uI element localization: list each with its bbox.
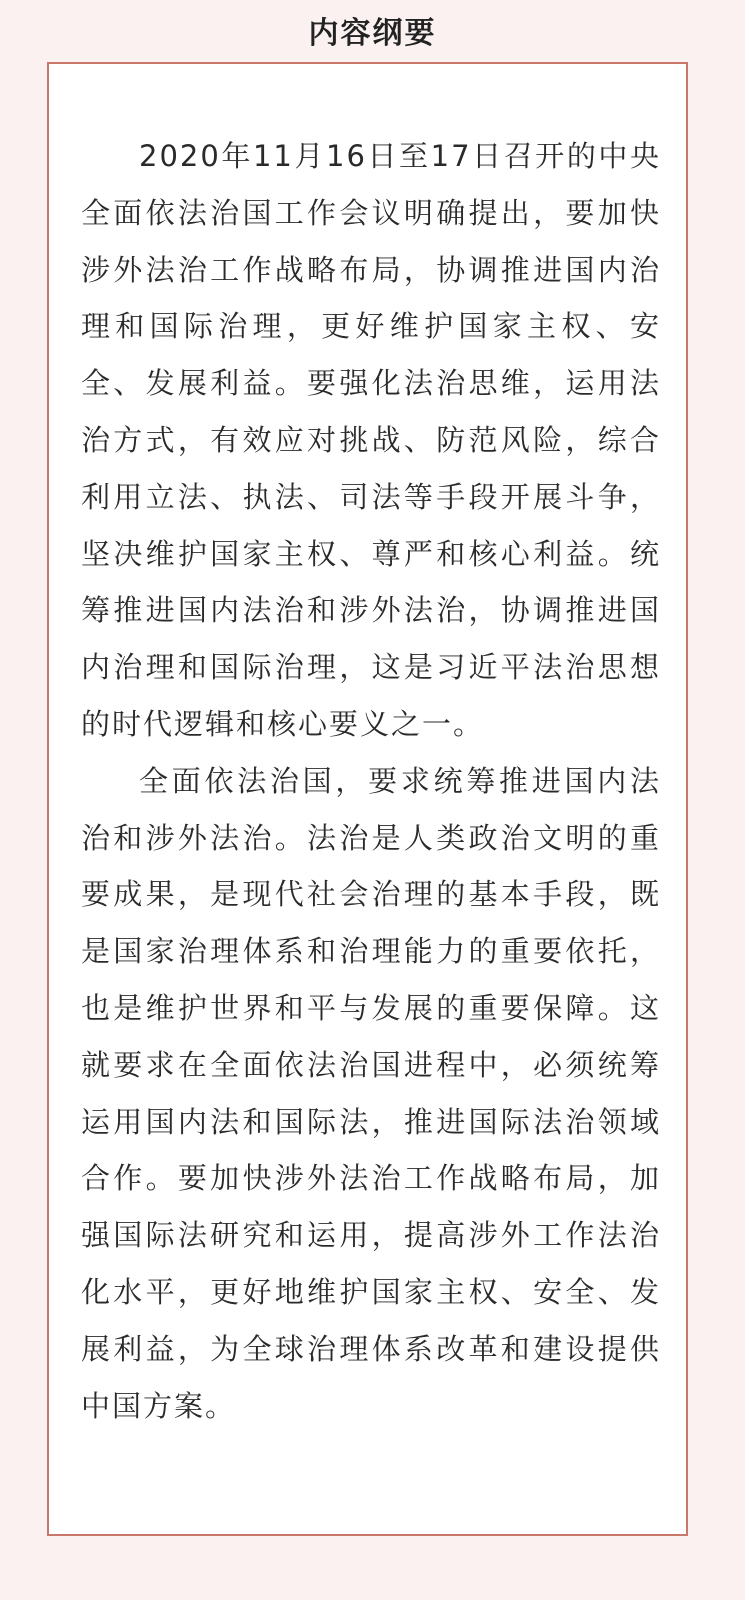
paragraph-2: 全面依法治国，要求统筹推进国内法治和涉外法治。法治是人类政治文明的重要成果，是现代社会治理的基本手段，既是国家治理体系和治理能力的重要依托，也是维护世界和平与发展的重要保障。这就要求在全面依法治国进程中，必须统筹运用国内法和国际法，推进国际法治领域合作。要加快涉外法治工作战略布局，加强国际法研究和运用，提高涉外工作法治化水平，更好地维护国家主权、安全、发展利益，为全球治理体系改革和建设提供中国方案。 xyxy=(81,763,661,1423)
content-frame xyxy=(47,62,688,1536)
page-title: 内容纲要 xyxy=(308,16,437,51)
paragraph-1: 2020年11月16日至17日召开的中央全面依法治国工作会议明确提出，要加快涉外法治工作战略布局，协调推进国内治理和国际治理，更好维护国家主权、安全、发展利益。要强化法治思维，运用法治方式，有效应对挑战、防范风险，综合利用立法、执法、司法等手段开展斗争，坚决维护国家主权、尊严和核心利益。统筹推进国内法治和涉外法治，协调推进国内治理和国际治理，这是习近平法治思想的时代逻辑和核心要义之一。 xyxy=(81,139,661,741)
content-body xyxy=(81,128,661,1434)
